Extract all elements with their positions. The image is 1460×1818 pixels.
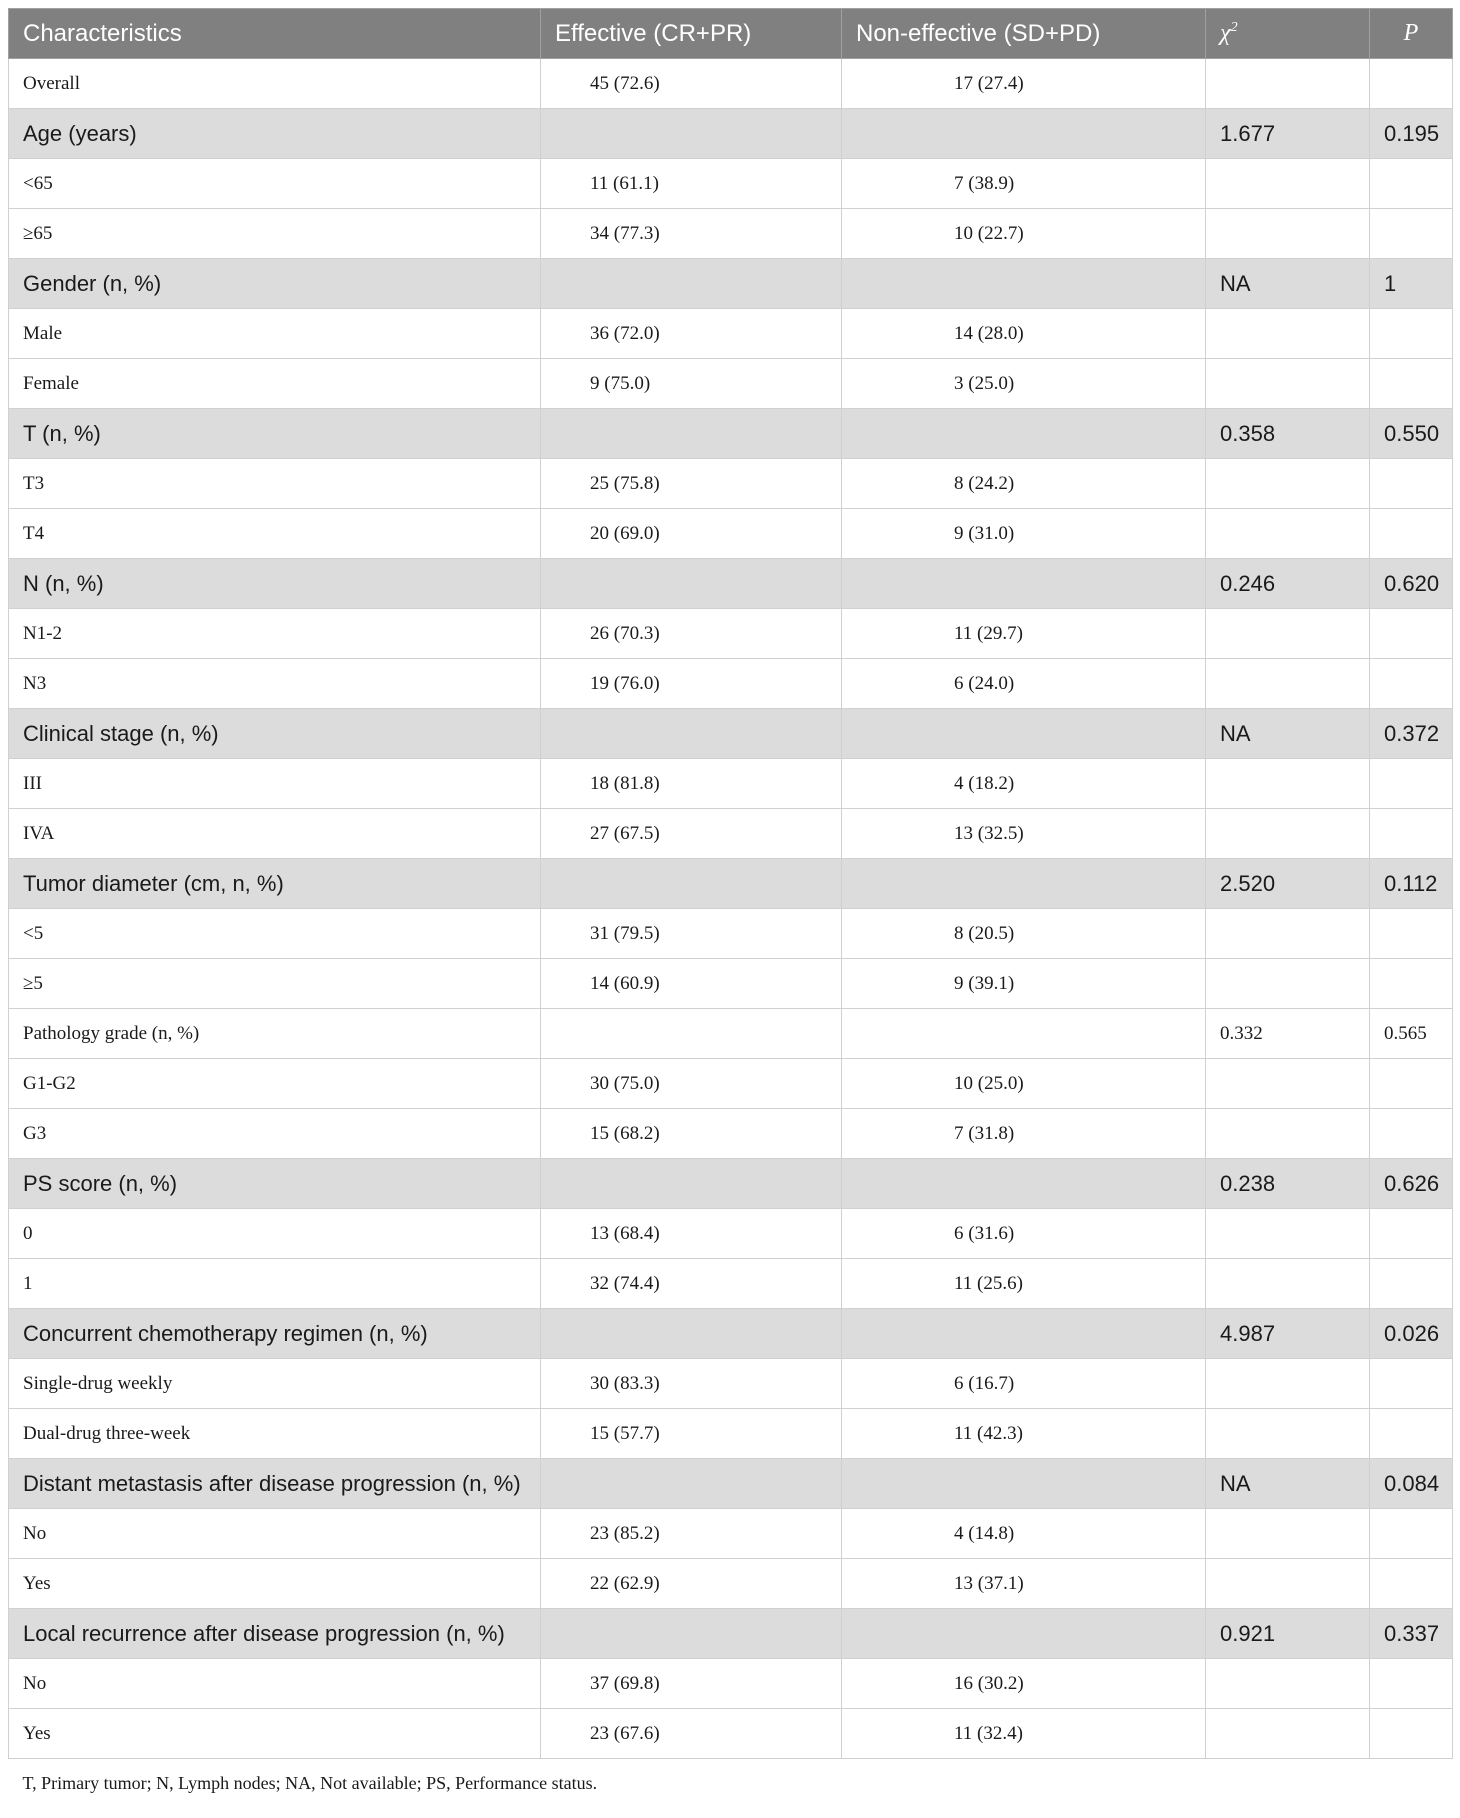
table-group-row: [9, 1309, 1453, 1359]
cell-chi-square: 4.987: [1206, 1309, 1370, 1359]
cell-characteristic: Age (years): [9, 109, 541, 159]
cell-chi-square: [1206, 1509, 1370, 1559]
cell-effective: 26 (70.3): [541, 609, 842, 659]
table-group-row: [9, 559, 1453, 609]
cell-characteristic: Single-drug weekly: [9, 1359, 541, 1409]
cell-p-value: [1370, 509, 1453, 559]
cell-non-effective: 11 (29.7): [842, 609, 1206, 659]
cell-non-effective: 11 (25.6): [842, 1259, 1206, 1309]
cell-effective: 14 (60.9): [541, 959, 842, 1009]
table-group-row: [9, 1609, 1453, 1659]
table-header: [9, 9, 1453, 59]
cell-characteristic: Yes: [9, 1559, 541, 1609]
cell-non-effective: 9 (39.1): [842, 959, 1206, 1009]
cell-non-effective: 6 (31.6): [842, 1209, 1206, 1259]
cell-p-value: [1370, 959, 1453, 1009]
cell-non-effective: [842, 859, 1206, 909]
table-row: [9, 159, 1453, 209]
cell-chi-square: [1206, 1209, 1370, 1259]
cell-chi-square: [1206, 1409, 1370, 1459]
table-row: [9, 1059, 1453, 1109]
table-row: [9, 459, 1453, 509]
header-row: [9, 9, 1453, 59]
cell-chi-square: [1206, 1659, 1370, 1709]
table-row: [9, 1559, 1453, 1609]
table-group-row: [9, 1159, 1453, 1209]
cell-characteristic: Overall: [9, 59, 541, 109]
cell-chi-square: [1206, 1059, 1370, 1109]
cell-effective: 31 (79.5): [541, 909, 842, 959]
cell-characteristic: Clinical stage (n, %): [9, 709, 541, 759]
cell-effective: [541, 1459, 842, 1509]
chi-symbol: χ: [1220, 20, 1231, 46]
table-body: [9, 59, 1453, 1759]
cell-chi-square: 0.358: [1206, 409, 1370, 459]
cell-non-effective: 6 (24.0): [842, 659, 1206, 709]
cell-chi-square: [1206, 509, 1370, 559]
table-group-row: [9, 709, 1453, 759]
cell-non-effective: 8 (20.5): [842, 909, 1206, 959]
cell-characteristic: Gender (n, %): [9, 259, 541, 309]
table-row: [9, 759, 1453, 809]
table-row: [9, 1659, 1453, 1709]
cell-effective: 18 (81.8): [541, 759, 842, 809]
cell-chi-square: [1206, 1109, 1370, 1159]
table-row: [9, 909, 1453, 959]
cell-p-value: 0.550: [1370, 409, 1453, 459]
cell-p-value: 0.372: [1370, 709, 1453, 759]
cell-non-effective: [842, 259, 1206, 309]
cell-effective: 45 (72.6): [541, 59, 842, 109]
cell-chi-square: 0.238: [1206, 1159, 1370, 1209]
cell-chi-square: [1206, 309, 1370, 359]
cell-non-effective: 4 (14.8): [842, 1509, 1206, 1559]
cell-p-value: [1370, 1209, 1453, 1259]
cell-characteristic: Dual-drug three-week: [9, 1409, 541, 1459]
cell-characteristic: III: [9, 759, 541, 809]
cell-non-effective: 11 (42.3): [842, 1409, 1206, 1459]
cell-characteristic: Distant metastasis after disease progression (n, %): [9, 1459, 541, 1509]
cell-characteristic: PS score (n, %): [9, 1159, 541, 1209]
cell-p-value: 0.084: [1370, 1459, 1453, 1509]
cell-chi-square: [1206, 659, 1370, 709]
cell-p-value: [1370, 1509, 1453, 1559]
cell-chi-square: [1206, 809, 1370, 859]
cell-effective: 34 (77.3): [541, 209, 842, 259]
cell-non-effective: [842, 1459, 1206, 1509]
cell-effective: 30 (83.3): [541, 1359, 842, 1409]
cell-effective: 9 (75.0): [541, 359, 842, 409]
cell-p-value: [1370, 1659, 1453, 1709]
table-footer: [9, 1759, 1453, 1808]
cell-chi-square: [1206, 459, 1370, 509]
cell-p-value: [1370, 809, 1453, 859]
table-group-row: [9, 1459, 1453, 1509]
cell-non-effective: 6 (16.7): [842, 1359, 1206, 1409]
cell-p-value: [1370, 1109, 1453, 1159]
cell-chi-square: 0.332: [1206, 1009, 1370, 1059]
footnote-row: [9, 1759, 1453, 1808]
cell-effective: 37 (69.8): [541, 1659, 842, 1709]
cell-p-value: [1370, 159, 1453, 209]
cell-chi-square: [1206, 209, 1370, 259]
cell-non-effective: [842, 409, 1206, 459]
cell-non-effective: [842, 1009, 1206, 1059]
cell-chi-square: [1206, 759, 1370, 809]
cell-characteristic: IVA: [9, 809, 541, 859]
cell-characteristic: Male: [9, 309, 541, 359]
cell-characteristic: T3: [9, 459, 541, 509]
cell-p-value: 0.112: [1370, 859, 1453, 909]
cell-chi-square: 0.246: [1206, 559, 1370, 609]
cell-non-effective: 10 (22.7): [842, 209, 1206, 259]
cell-chi-square: [1206, 959, 1370, 1009]
cell-non-effective: [842, 559, 1206, 609]
table-row: [9, 1509, 1453, 1559]
cell-effective: [541, 109, 842, 159]
cell-p-value: 0.026: [1370, 1309, 1453, 1359]
table-row: [9, 509, 1453, 559]
cell-effective: 23 (67.6): [541, 1709, 842, 1759]
cell-characteristic: G1-G2: [9, 1059, 541, 1109]
cell-effective: 15 (57.7): [541, 1409, 842, 1459]
cell-non-effective: [842, 1159, 1206, 1209]
cell-p-value: 0.620: [1370, 559, 1453, 609]
cell-characteristic: Yes: [9, 1709, 541, 1759]
cell-non-effective: 4 (18.2): [842, 759, 1206, 809]
cell-p-value: [1370, 209, 1453, 259]
cell-characteristic: No: [9, 1509, 541, 1559]
cell-characteristic: Tumor diameter (cm, n, %): [9, 859, 541, 909]
cell-effective: 13 (68.4): [541, 1209, 842, 1259]
cell-effective: [541, 859, 842, 909]
chi-superscript: 2: [1230, 20, 1238, 35]
cell-chi-square: [1206, 159, 1370, 209]
cell-chi-square: [1206, 359, 1370, 409]
table-row: [9, 59, 1453, 109]
cell-chi-square: [1206, 1709, 1370, 1759]
cell-p-value: [1370, 309, 1453, 359]
cell-characteristic: 1: [9, 1259, 541, 1309]
cell-p-value: [1370, 359, 1453, 409]
cell-non-effective: 10 (25.0): [842, 1059, 1206, 1109]
cell-characteristic: N3: [9, 659, 541, 709]
cell-non-effective: 8 (24.2): [842, 459, 1206, 509]
cell-effective: 15 (68.2): [541, 1109, 842, 1159]
cell-effective: 27 (67.5): [541, 809, 842, 859]
cell-chi-square: [1206, 909, 1370, 959]
table-row: [9, 309, 1453, 359]
cell-p-value: [1370, 759, 1453, 809]
cell-characteristic: N1-2: [9, 609, 541, 659]
cell-chi-square: 0.921: [1206, 1609, 1370, 1659]
cell-p-value: [1370, 459, 1453, 509]
table-row: [9, 659, 1453, 709]
cell-p-value: 0.565: [1370, 1009, 1453, 1059]
cell-characteristic: T (n, %): [9, 409, 541, 459]
cell-chi-square: 2.520: [1206, 859, 1370, 909]
table-group-row: [9, 859, 1453, 909]
cell-p-value: [1370, 1059, 1453, 1109]
cell-characteristic: Local recurrence after disease progression (n, %): [9, 1609, 541, 1659]
cell-p-value: 0.337: [1370, 1609, 1453, 1659]
table-row: [9, 359, 1453, 409]
cell-non-effective: [842, 1309, 1206, 1359]
table-row: [9, 959, 1453, 1009]
cell-p-value: [1370, 659, 1453, 709]
cell-effective: 30 (75.0): [541, 1059, 842, 1109]
table-row: [9, 1259, 1453, 1309]
cell-p-value: 0.195: [1370, 109, 1453, 159]
cell-characteristic: T4: [9, 509, 541, 559]
cell-effective: [541, 259, 842, 309]
cell-characteristic: G3: [9, 1109, 541, 1159]
cell-characteristic: 0: [9, 1209, 541, 1259]
cell-non-effective: 16 (30.2): [842, 1659, 1206, 1709]
header-p-value: P: [1370, 9, 1453, 59]
header-characteristics: Characteristics: [9, 9, 541, 59]
cell-characteristic: No: [9, 1659, 541, 1709]
cell-characteristic: Female: [9, 359, 541, 409]
cell-characteristic: <5: [9, 909, 541, 959]
table-group-row: [9, 109, 1453, 159]
cell-non-effective: 9 (31.0): [842, 509, 1206, 559]
cell-chi-square: [1206, 609, 1370, 659]
cell-p-value: [1370, 1409, 1453, 1459]
cell-effective: [541, 1309, 842, 1359]
cell-non-effective: 13 (32.5): [842, 809, 1206, 859]
cell-chi-square: [1206, 59, 1370, 109]
cell-non-effective: [842, 709, 1206, 759]
table-row: [9, 1709, 1453, 1759]
table-row: [9, 1209, 1453, 1259]
header-chi-square: [1206, 9, 1370, 59]
cell-effective: 25 (75.8): [541, 459, 842, 509]
cell-non-effective: 11 (32.4): [842, 1709, 1206, 1759]
header-effective: Effective (CR+PR): [541, 9, 842, 59]
table-row: [9, 809, 1453, 859]
cell-characteristic: ≥5: [9, 959, 541, 1009]
cell-p-value: [1370, 1259, 1453, 1309]
cell-effective: [541, 409, 842, 459]
cell-effective: 32 (74.4): [541, 1259, 842, 1309]
cell-characteristic: Pathology grade (n, %): [9, 1009, 541, 1059]
cell-chi-square: 1.677: [1206, 109, 1370, 159]
cell-effective: 23 (85.2): [541, 1509, 842, 1559]
table-row: [9, 1009, 1453, 1059]
cell-effective: 19 (76.0): [541, 659, 842, 709]
cell-characteristic: <65: [9, 159, 541, 209]
cell-chi-square: [1206, 1559, 1370, 1609]
cell-p-value: [1370, 1359, 1453, 1409]
cell-chi-square: NA: [1206, 709, 1370, 759]
cell-p-value: [1370, 1559, 1453, 1609]
cell-effective: [541, 559, 842, 609]
cell-p-value: [1370, 59, 1453, 109]
cell-p-value: 1: [1370, 259, 1453, 309]
cell-non-effective: 13 (37.1): [842, 1559, 1206, 1609]
cell-non-effective: 17 (27.4): [842, 59, 1206, 109]
cell-p-value: [1370, 909, 1453, 959]
cell-p-value: [1370, 1709, 1453, 1759]
cell-characteristic: ≥65: [9, 209, 541, 259]
cell-p-value: 0.626: [1370, 1159, 1453, 1209]
cell-effective: [541, 1609, 842, 1659]
table-row: [9, 209, 1453, 259]
cell-non-effective: [842, 1609, 1206, 1659]
table-footnote: T, Primary tumor; N, Lymph nodes; NA, Not available; PS, Performance status.: [9, 1759, 1453, 1808]
cell-effective: 20 (69.0): [541, 509, 842, 559]
cell-p-value: [1370, 609, 1453, 659]
cell-non-effective: 7 (38.9): [842, 159, 1206, 209]
cell-non-effective: 7 (31.8): [842, 1109, 1206, 1159]
cell-effective: [541, 1159, 842, 1209]
table-row: [9, 1359, 1453, 1409]
cell-characteristic: N (n, %): [9, 559, 541, 609]
cell-chi-square: NA: [1206, 1459, 1370, 1509]
characteristics-table: [8, 8, 1453, 1807]
table-row: [9, 609, 1453, 659]
cell-effective: 11 (61.1): [541, 159, 842, 209]
table-row: [9, 1409, 1453, 1459]
cell-effective: 36 (72.0): [541, 309, 842, 359]
cell-effective: 22 (62.9): [541, 1559, 842, 1609]
cell-effective: [541, 709, 842, 759]
table-row: [9, 1109, 1453, 1159]
header-non-effective: Non-effective (SD+PD): [842, 9, 1206, 59]
cell-chi-square: NA: [1206, 259, 1370, 309]
cell-non-effective: 3 (25.0): [842, 359, 1206, 409]
cell-non-effective: [842, 109, 1206, 159]
cell-chi-square: [1206, 1359, 1370, 1409]
table-group-row: [9, 409, 1453, 459]
cell-effective: [541, 1009, 842, 1059]
table-container: [8, 8, 1452, 1807]
cell-non-effective: 14 (28.0): [842, 309, 1206, 359]
cell-chi-square: [1206, 1259, 1370, 1309]
cell-characteristic: Concurrent chemotherapy regimen (n, %): [9, 1309, 541, 1359]
table-group-row: [9, 259, 1453, 309]
